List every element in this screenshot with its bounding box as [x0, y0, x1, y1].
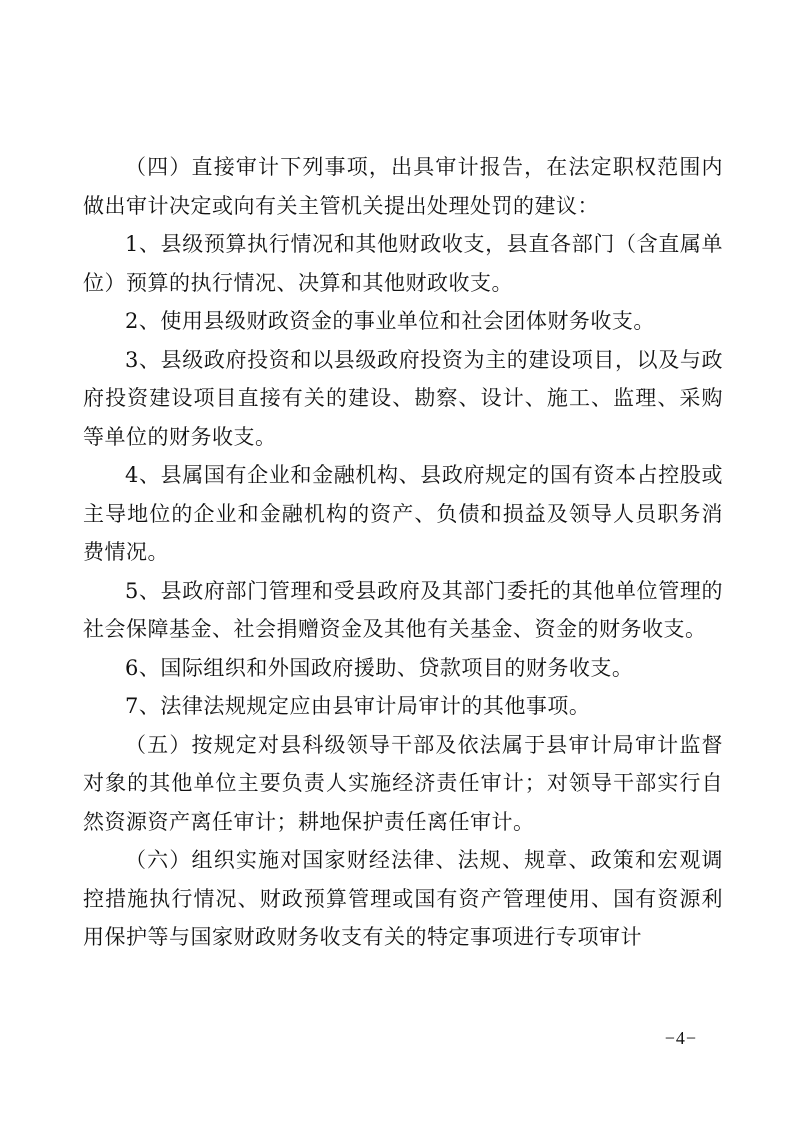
paragraph-item-4: 4、县属国有企业和金融机构、县政府规定的国有资本占控股或主导地位的企业和金融机构的资产、负债和损益及领导人员职务消费情况。: [83, 463, 723, 564]
paragraph-item-3: 3、县级政府投资和以县级政府投资为主的建设项目，以及与政府投资建设项目直接有关的建设、勘察、设计、施工、监理、采购等单位的财务收支。: [83, 347, 723, 449]
paragraph-item-6: 6、国际组织和外国政府援助、贷款项目的财务收支。: [125, 655, 634, 680]
paragraph-item-2: 2、使用县级财政资金的事业单位和社会团体财务收支。: [125, 309, 655, 333]
paragraph-section-6: （六）组织实施对国家财经法律、法规、规章、政策和宏观调控措施执行情况、财政预算管理或国有资产管理使用、国有资源利用保护等与国家财政财务收支有关的特定事项进行专项审计: [83, 848, 723, 949]
document-body: [83, 148, 723, 957]
paragraph-item-5: 5、县政府部门管理和受县政府及其部门委托的其他单位管理的社会保障基金、社会捐赠资金及其他有关基金、资金的财务收支。: [83, 578, 723, 641]
paragraph-item-7: 7、法律法规规定应由县审计局审计的其他事项。: [125, 694, 591, 718]
paragraph-section-4-intro: （四）直接审计下列事项，出具审计报告，在法定职权范围内做出审计决定或向有关主管机关提出处理处罚的建议：: [83, 155, 723, 218]
paragraph-section-5: （五）按规定对县科级领导干部及依法属于县审计局审计监督对象的其他单位主要负责人实施经济责任审计；对领导干部实行自然资源资产离任审计；耕地保护责任离任审计。: [83, 732, 723, 834]
paragraph-item-1: 1、县级预算执行情况和其他财政收支，县直各部门（含直属单位）预算的执行情况、决算和其他财政收支。: [83, 232, 723, 295]
page-number: −4−: [664, 1028, 697, 1048]
